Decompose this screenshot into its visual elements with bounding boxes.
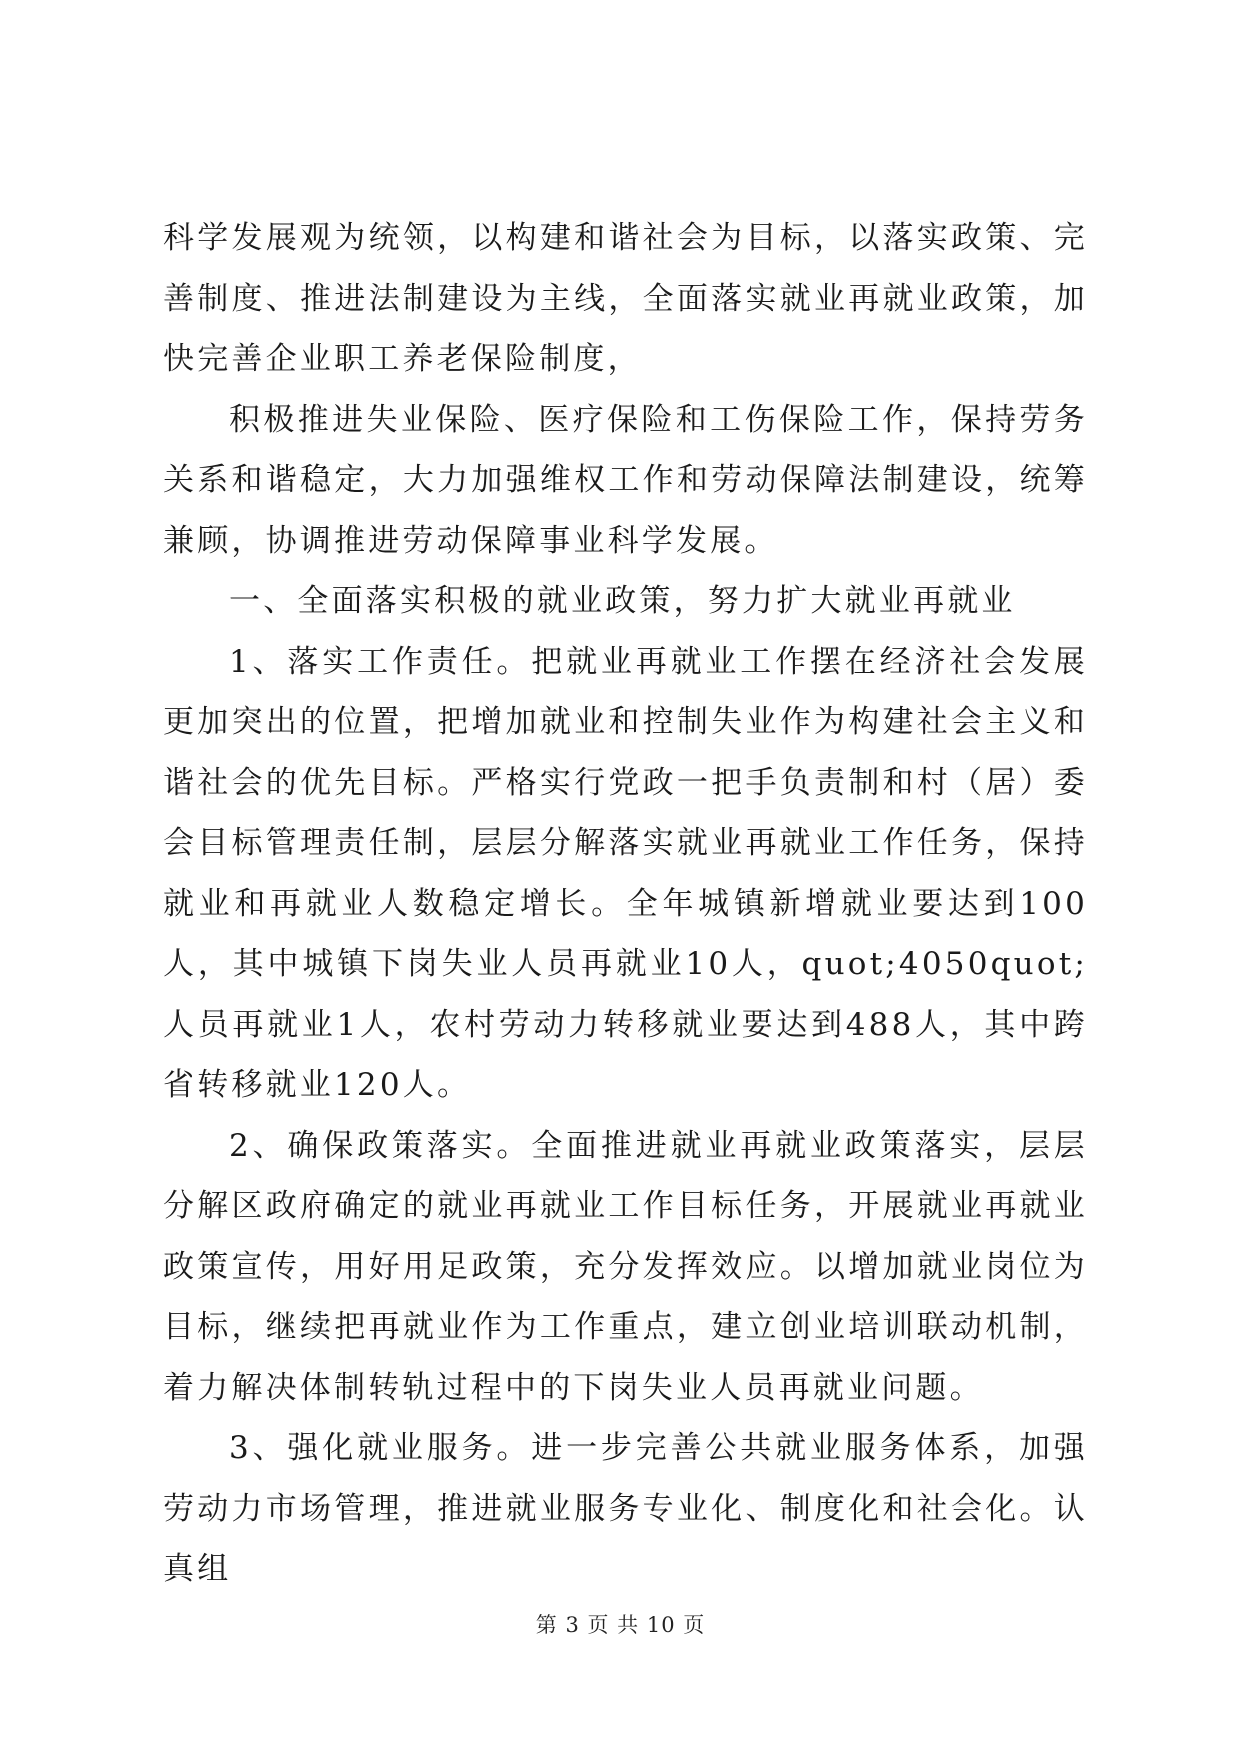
paragraph-item-1: 1、落实工作责任。把就业再就业工作摆在经济社会发展更加突出的位置，把增加就业和控制失业作为构建社会主义和谐社会的优先目标。严格实行党政一把手负责制和村（居）委会目标管理责任制，层层分解落实就业再就业工作任务，保持就业和再就业人数稳定增长。全年城镇新增就业要达到100人，其中城镇下岗失业人员再就业10人，quot;4050quot;人员再就业1人，农村劳动力转移就业要达到488人，其中跨省转移就业120人。 [163, 643, 1088, 1103]
section-heading-employment: 一、全面落实积极的就业政策，努力扩大就业再就业 [229, 583, 1016, 619]
paragraph-work-priorities: 积极推进失业保险、医疗保险和工伤保险工作，保持劳务关系和谐稳定，大力加强维权工作和劳动保障法制建设，统筹兼顾，协调推进劳动保障事业科学发展。 [163, 401, 1088, 559]
page-number-footer: 第 3 页 共 10 页 [535, 1613, 706, 1637]
paragraph-item-3: 3、强化就业服务。进一步完善公共就业服务体系，加强劳动力市场管理，推进就业服务专业化、制度化和社会化。认真组 [163, 1430, 1088, 1587]
paragraph-item-2: 2、确保政策落实。全面推进就业再就业政策落实，层层分解区政府确定的就业再就业工作目标任务，开展就业再就业政策宣传，用好用足政策，充分发挥效应。以增加就业岗位为目标，继续把再就业作为工作重点，建立创业培训联动机制，着力解决体制转轨过程中的下岗失业人员再就业问题。 [163, 1127, 1088, 1406]
paragraph-continuation: 科学发展观为统领，以构建和谐社会为目标，以落实政策、完善制度、推进法制建设为主线，全面落实就业再就业政策，加快完善企业职工养老保险制度， [163, 220, 1088, 377]
document-body [163, 208, 1088, 1600]
